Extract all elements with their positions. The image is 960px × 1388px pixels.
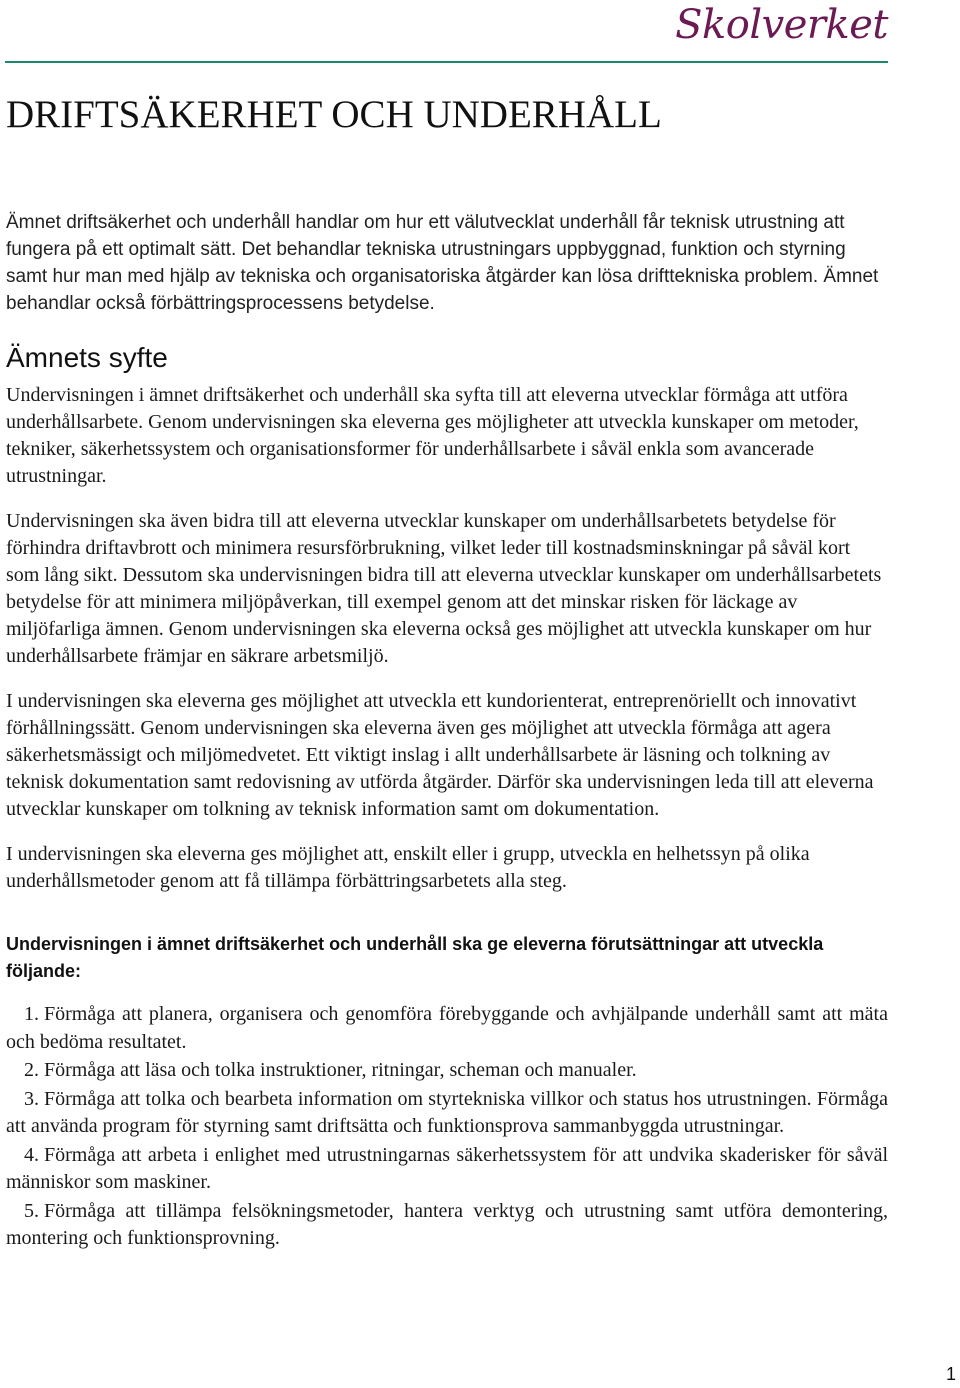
goals-list bbox=[6, 1001, 888, 1253]
purpose-paragraph-1: Undervisningen i ämnet driftsäkerhet och underhåll ska syfta till att eleverna utvecklar förmåga att utföra underhållsarbete. Genom undervisningen ska eleverna ges möjligheter att utveckla kunskaper om metoder, tekniker, säkerhetssystem och organisationsformer för underhållsarbete i såväl enkla som avancerade utrustningar. bbox=[6, 384, 859, 487]
purpose-paragraph-2: Undervisningen ska även bidra till att eleverna utvecklar kunskaper om underhållsarbetets betydelse för förhindra driftavbrott och minimera resursförbrukning, vilket leder till kostnadsminskningar på såväl kort som lång sikt. Dessutom ska undervisningen bidra till att eleverna utvecklar kunskaper om underhållsarbetets betydelse för att minimera miljöpåverkan, till exempel genom att det minskar risken för läckage av miljöfarliga ämnen. Genom undervisningen ska eleverna också ges möjlighet att utveckla kunskaper om hur underhållsarbete främjar en säkrare arbetsmiljö. bbox=[6, 510, 882, 667]
goal-text: Förmåga att tolka och bearbeta information om styrtekniska villkor och status hos utrustningen. Förmåga att använda program för styrning samt driftsätta och funktionsprova sammanbyggda utrustningar. bbox=[6, 1087, 888, 1137]
goal-number: 3. bbox=[24, 1087, 39, 1110]
goal-number: 1. bbox=[24, 1003, 39, 1025]
goal-number: 2. bbox=[24, 1059, 39, 1081]
goal-item bbox=[6, 1057, 888, 1085]
goal-item bbox=[6, 1001, 888, 1056]
goal-number: 4. bbox=[24, 1143, 39, 1166]
goal-text: Förmåga att läsa och tolka instruktioner, ritningar, scheman och manualer. bbox=[44, 1059, 637, 1081]
goal-text: Förmåga att planera, organisera och genomföra förebyggande och avhjälpande underhåll samt att mäta och bedöma resultatet. bbox=[6, 1003, 888, 1053]
page-number: 1 bbox=[945, 1364, 956, 1384]
document-body bbox=[6, 209, 888, 1254]
purpose-heading: Ämnets syfte bbox=[6, 342, 168, 373]
goal-text: Förmåga att tillämpa felsökningsmetoder, hantera verktyg och utrustning samt utföra demontering, montering och funktionsprovning. bbox=[6, 1199, 888, 1249]
goal-text: Förmåga att arbeta i enlighet med utrustningarnas säkerhetssystem för att undvika skaderisker för såväl människor som maskiner. bbox=[6, 1143, 888, 1193]
goals-heading: Undervisningen i ämnet driftsäkerhet och underhåll ska ge eleverna förutsättningar att utveckla följande: bbox=[6, 934, 824, 981]
goal-item bbox=[6, 1198, 888, 1253]
page-title: DRIFTSÄKERHET OCH UNDERHÅLL bbox=[6, 93, 662, 136]
purpose-paragraph-4: I undervisningen ska eleverna ges möjlighet att, enskilt eller i grupp, utveckla en helhetssyn på olika underhållsmetoder genom att få tillämpa förbättringsarbetets alla steg. bbox=[6, 843, 810, 892]
header-divider bbox=[5, 61, 888, 63]
goal-number: 5. bbox=[24, 1199, 39, 1222]
intro-paragraph: Ämnet driftsäkerhet och underhåll handlar om hur ett välutvecklat underhåll får teknisk utrustning att fungera på ett optimalt sätt. Det behandlar tekniska utrustningars uppbyggnad, funktion och styrning samt hur man med hjälp av tekniska och organisatoriska åtgärder kan lösa drifttekniska problem. Ämnet behandlar också förbättringsprocessens betydelse. bbox=[6, 212, 879, 314]
goal-item bbox=[6, 1086, 888, 1141]
skolverket-logo: Skolverket bbox=[675, 2, 888, 48]
purpose-paragraph-3: I undervisningen ska eleverna ges möjlighet att utveckla ett kundorienterat, entreprenöriellt och innovativt förhållningssätt. Genom undervisningen ska eleverna även ges möjlighet att utveckla förmåga att agera säkerhetsmässigt och miljömedvetet. Ett viktigt inslag i allt underhållsarbete är läsning och tolkning av teknisk dokumentation samt redovisning av utförda åtgärder. Därför ska undervisningen leda till att eleverna utvecklar kunskaper om tolkning av teknisk information samt om dokumentation. bbox=[6, 690, 874, 820]
goal-item bbox=[6, 1142, 888, 1197]
